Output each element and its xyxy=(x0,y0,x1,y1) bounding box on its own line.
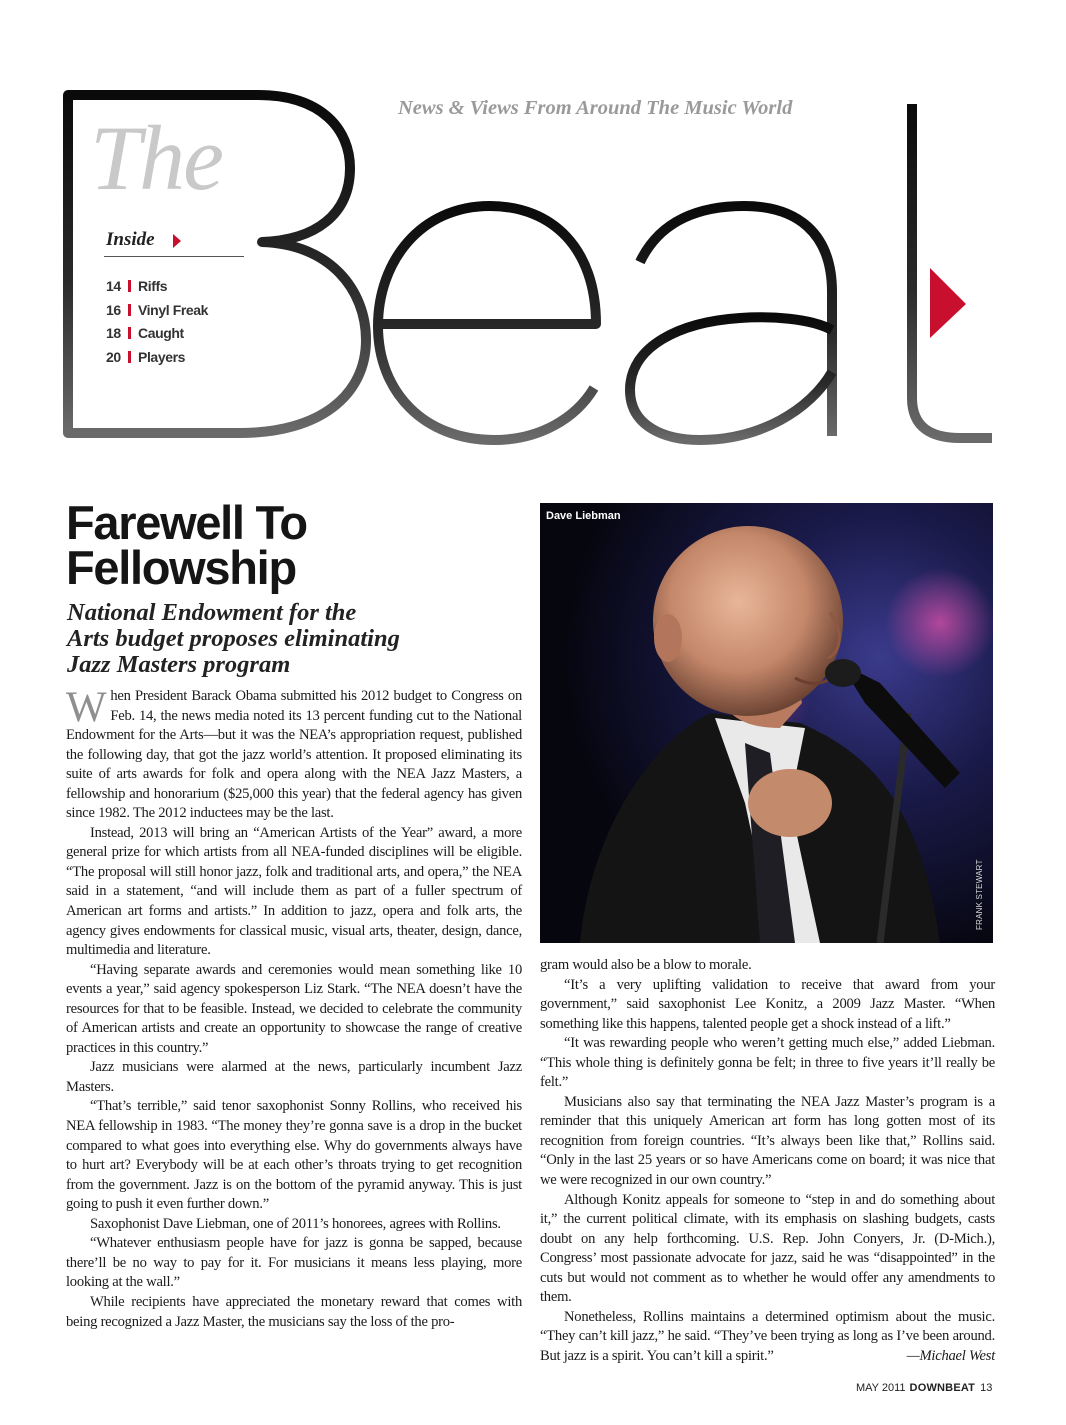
page-number: 13 xyxy=(980,1382,993,1394)
toc-separator xyxy=(128,304,131,316)
toc-title: Caught xyxy=(138,325,184,342)
article-column-1 xyxy=(66,684,522,1332)
article-paragraph: “Having separate awards and ceremonies would mean something like 10 events a year,” said agency spokesperson Liz Stark. “The NEA doesn’t have the resources for that to be feasible. Instead, we decided to celebrate the community of American artists and create an opportunity to showcase the range of creative practices in this country.” xyxy=(66,961,522,1056)
inside-arrow-icon xyxy=(173,234,181,248)
article-paragraph: “That’s terrible,” said tenor saxophonist Sonny Rollins, who received his NEA fellowship in 1983. “The money they’re gonna save is a drop in the bucket compared to what goes into everything else. Why do governments always have to hurt art? Everybody will be at each other’s throats trying to get recognition from the government. Jazz is on the bottom of the pyramid anyway. This is just going to push it even further down.” xyxy=(66,1098,522,1213)
headline-line: Fellowship xyxy=(66,541,296,594)
toc-page-number: 16 xyxy=(106,301,121,318)
toc-separator xyxy=(128,351,131,363)
toc-separator xyxy=(128,327,131,339)
toc-item-players[interactable] xyxy=(106,345,266,369)
masthead-the: The xyxy=(90,107,222,209)
article-paragraph: “It’s a very uplifting validation to receive that award from your government,” said saxophonist Lee Konitz, a 2009 Jazz Master. “When something like this happens, talented people get a shock instead of a lift.” xyxy=(540,976,995,1032)
article-paragraph: Jazz musicians were alarmed at the news, particularly incumbent Jazz Masters. xyxy=(66,1059,522,1095)
page-footer xyxy=(856,1382,992,1394)
article-paragraph xyxy=(540,1308,995,1367)
article-paragraph: “Whatever enthusiasm people have for jazz is gonna be sapped, because there’ll be no way to pay for it. For musicians it means less playing, more looking at the wall.” xyxy=(66,1235,522,1291)
toc-item-riffs[interactable] xyxy=(106,274,266,298)
toc-page-number: 18 xyxy=(106,325,121,342)
article-paragraph xyxy=(66,684,522,824)
toc-title: Players xyxy=(138,348,186,365)
byline: —Michael West xyxy=(906,1347,995,1364)
drop-cap: W xyxy=(66,684,107,731)
dave-liebman-photo xyxy=(540,503,993,943)
toc-separator xyxy=(128,280,131,292)
article-paragraph: Instead, 2013 will bring an “American Artists of the Year” award, a more general prize for which artists from all NEA-funded disciplines will be eligible. “The proposal will still honor jazz, folk and traditional arts, and opera,” the NEA said in a statement, “and will include them as part of a fuller spectrum of American art forms and artists.” In addition to jazz, opera and folk arts, the agency gives endowments for classical music, visual arts, theater, design, dance, multimedia and literature. xyxy=(66,824,522,959)
deck-line: Jazz Masters program xyxy=(67,651,291,678)
article-paragraph: Musicians also say that terminating the NEA Jazz Master’s program is a reminder that this uniquely American art form has long gotten most of its recognition from foreign countries. “It’s always been like that,” Rollins said. “Only in the last 25 years or so have Americans come on board; it was nice that we were recognized in our own country.” xyxy=(540,1093,995,1189)
article-paragraph: gram would also be a blow to morale. xyxy=(540,957,752,973)
toc-page-number: 14 xyxy=(106,277,121,294)
photo-caption: Dave Liebman xyxy=(546,510,621,522)
toc-title: Riffs xyxy=(138,277,168,294)
inside-divider xyxy=(104,256,244,257)
photo-credit: FRANK STEWART xyxy=(975,859,984,930)
deck-line: Arts budget proposes eliminating xyxy=(67,625,400,652)
deck-line: National Endowment for the xyxy=(67,599,357,626)
toc-title: Vinyl Freak xyxy=(138,301,209,318)
article-deck xyxy=(67,600,487,678)
headline-line: Farewell To xyxy=(66,496,307,549)
toc-page-number: 20 xyxy=(106,348,121,365)
article-paragraph: “It was rewarding people who weren’t getting much else,” added Liebman. “This whole thing is definitely gonna be felt; in three to five years it’ll really be felt.” xyxy=(540,1035,995,1091)
article-paragraph: Saxophonist Dave Liebman, one of 2011’s honorees, agrees with Rollins. xyxy=(90,1215,501,1232)
article-paragraph: While recipients have appreciated the monetary reward that comes with being recognized a Jazz Master, the musicians say the loss of the pro- xyxy=(66,1293,522,1330)
toc-item-vinyl-freak[interactable] xyxy=(106,298,266,322)
article-column-2 xyxy=(540,956,995,1366)
beat-logotype xyxy=(0,0,1066,470)
article-headline xyxy=(66,496,506,594)
paragraph-text: hen President Barack Obama submitted his 2012 budget to Congress on Feb. 14, the news media noted its 13 percent funding cut to the National Endowment for the Arts—but it was the NEA’s appropriation request, published the following day, that got the jazz world’s attention. It proposed eliminating its suite of arts awards for folk and opera along with the NEA Jazz Masters, a fellowship and honorarium ($25,000 this year) that the federal agency has given since 1982. The 2012 inductees may be the last. xyxy=(66,688,522,822)
article-paragraph: Although Konitz appeals for someone to “step in and do something about it,” the current political climate, with its emphasis on slashing budgets, casts doubt on any help forthcoming. U.S. Rep. John Conyers, Jr. (D-Mich.), Congress’ most passionate advocate for jazz, said he was “disappointed” in the cuts but would not comment as to whether he would offer any amendments to them. xyxy=(540,1191,995,1306)
magazine-brand: DOWNBEAT xyxy=(909,1382,976,1394)
toc-item-caught[interactable] xyxy=(106,321,266,345)
masthead-tagline: News & Views From Around The Music World xyxy=(398,97,793,119)
inside-label: Inside xyxy=(106,229,155,250)
paragraph-text: Nonetheless, Rollins maintains a determined optimism about the music. “They can’t kill jazz,” he said. “They’ve been trying as long as I’ve been around. But jazz is a spirit. You can’t kill a spirit.” xyxy=(540,1308,995,1364)
table-of-contents xyxy=(106,274,266,369)
issue-date: MAY 2011 xyxy=(856,1382,906,1394)
